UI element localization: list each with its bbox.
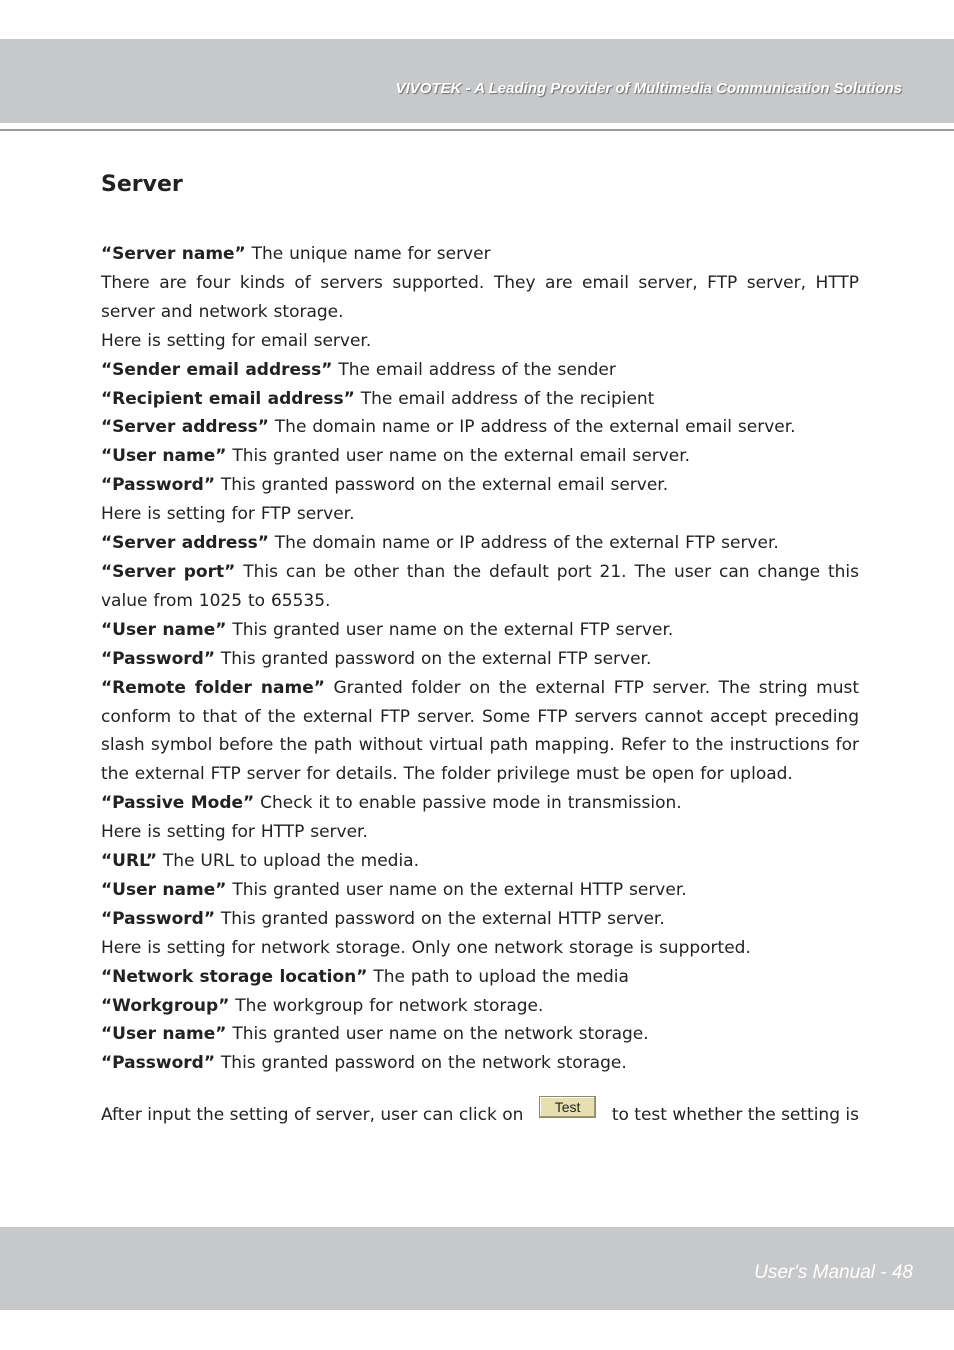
test-instruction (101, 1098, 859, 1132)
term: “User name” (101, 879, 227, 900)
term: “Recipient email address” (101, 388, 355, 409)
description: Here is setting for email server. (101, 330, 372, 351)
paragraph (101, 616, 859, 645)
paragraph (101, 558, 859, 616)
description: The unique name for server (245, 244, 491, 264)
description: Granted folder on the external FTP server. The string must conform to that of the external FTP server. Some FTP servers cannot accept preceding slash symbol before the path without virtual path mapping. Refer to the instructions for the external FTP server for details. The folder privilege must be open for upload. (101, 677, 860, 785)
description: This granted user name on the external email server. (226, 446, 691, 467)
page-number: User's Manual - 48 (754, 1262, 913, 1283)
paragraph (101, 471, 859, 500)
description: Here is setting for network storage. Only one network storage is supported. (101, 937, 751, 958)
description: The URL to upload the media. (157, 851, 419, 872)
paragraph (101, 529, 859, 558)
description: This can be other than the default port 21. The user can change this value from 1025 to 65535. (101, 561, 859, 611)
term: “User name” (101, 619, 227, 640)
description: The workgroup for network storage. (229, 995, 544, 1016)
header-divider (0, 129, 954, 131)
term: “Server address” (101, 417, 269, 438)
paragraph (101, 789, 859, 818)
term: “Password” (101, 648, 215, 669)
section-title: Server (101, 172, 183, 197)
term: “Password” (101, 908, 215, 929)
paragraph (101, 876, 859, 905)
term: “URL” (101, 851, 157, 872)
test-button[interactable]: Test (539, 1096, 596, 1118)
paragraph (101, 847, 859, 876)
paragraph (101, 269, 859, 327)
description: This granted user name on the external HTTP server. (226, 879, 687, 900)
term: “Server address” (101, 533, 269, 554)
paragraph (101, 413, 859, 442)
description: This granted user name on the network storage. (226, 1024, 649, 1045)
instruction-text-after: to test whether the setting is (611, 1105, 859, 1126)
paragraph (101, 645, 859, 674)
paragraph (101, 500, 859, 529)
description: This granted password on the network storage. (215, 1053, 627, 1074)
term: “User name” (101, 446, 227, 467)
description: This granted password on the external HTTP server. (215, 908, 665, 929)
instruction-text-before: After input the setting of server, user can click on (101, 1105, 524, 1126)
paragraph (101, 992, 859, 1021)
header-tagline: VIVOTEK - A Leading Provider of Multimedia Communication Solutions (395, 80, 902, 97)
description: This granted user name on the external FTP server. (226, 619, 674, 640)
paragraph (101, 327, 859, 356)
paragraph (101, 385, 859, 414)
description: The domain name or IP address of the external FTP server. (268, 533, 779, 554)
term: “Passive Mode” (101, 793, 255, 814)
description: Check it to enable passive mode in transmission. (254, 793, 682, 814)
term: “Server port” (101, 561, 236, 582)
paragraph (101, 818, 859, 847)
main-content (101, 170, 859, 1132)
definition-list (101, 240, 859, 1078)
paragraph (101, 905, 859, 934)
paragraph (101, 240, 859, 269)
term: “Network storage location” (101, 966, 368, 987)
paragraph (101, 356, 859, 385)
paragraph (101, 963, 859, 992)
term: “Remote folder name” (101, 677, 325, 698)
description: The email address of the recipient (354, 388, 655, 409)
paragraph (101, 934, 859, 963)
description: This granted password on the external email server. (215, 475, 669, 496)
paragraph (101, 674, 859, 790)
term: “Sender email address” (101, 359, 333, 380)
paragraph (101, 1020, 859, 1049)
paragraph (101, 1049, 859, 1078)
term: “Password” (101, 1053, 215, 1074)
paragraph (101, 442, 859, 471)
term: “Server name” (101, 244, 246, 264)
description: The path to upload the media (367, 966, 629, 987)
term: “Workgroup” (101, 995, 230, 1016)
description: Here is setting for FTP server. (101, 504, 355, 525)
term: “User name” (101, 1024, 227, 1045)
term: “Password” (101, 475, 215, 496)
description: This granted password on the external FTP server. (215, 648, 652, 669)
description: There are four kinds of servers supported. They are email server, FTP server, HTTP server and network storage. (101, 272, 859, 322)
description: Here is setting for HTTP server. (101, 822, 368, 843)
description: The domain name or IP address of the external email server. (268, 417, 796, 438)
description: The email address of the sender (332, 359, 616, 380)
